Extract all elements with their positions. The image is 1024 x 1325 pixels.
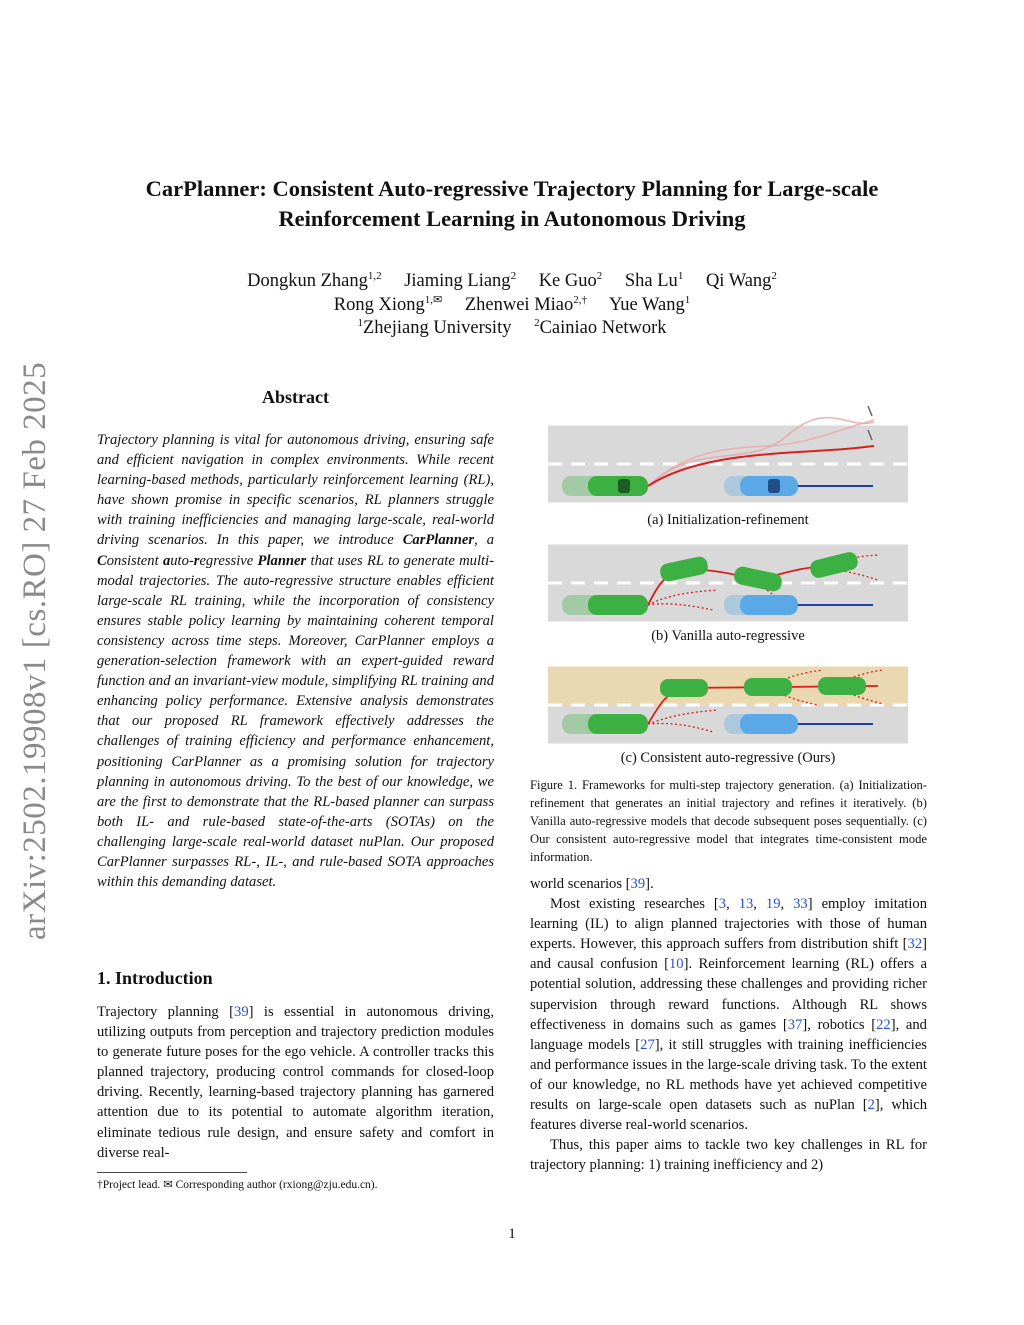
page-number: 1 bbox=[508, 1226, 516, 1242]
footnote-divider bbox=[97, 1172, 247, 1173]
section-heading-introduction: 1. Introduction bbox=[97, 968, 213, 988]
paragraph: Most existing researches [3, 13, 19, 33] employ imitation learning (IL) to align planned trajectories with those of human experts. However, this approach suffers from distribution shift [32] and causal confusion [10]. Reinforcement learning (RL) offers a potential solution, addressing these challenges and providing richer supervision through reward functions. Although RL shows effectiveness in domains such as games [37], robotics [22], and language models [27], it still struggles with training inefficiencies and performance issues in the large-scale driving task. To the extent of our knowledge, no RL methods have yet achieved competitive results on large-scale open datasets such as nuPlan [2], which features diverse real-world scenarios. bbox=[530, 896, 928, 1134]
author: Rong Xiong$^{1,✉}$ bbox=[333, 293, 443, 315]
author: Sha Lu$^1$ bbox=[624, 270, 684, 291]
panel-b-diagram bbox=[548, 543, 908, 623]
citation-link[interactable]: 32 bbox=[907, 936, 923, 953]
other-car-icon bbox=[724, 595, 798, 615]
paragraph: Thus, this paper aims to tackle two key challenges in RL for trajectory planning: 1) training inefficiency and 2) bbox=[530, 1137, 927, 1174]
affiliation: $^1$Zhejiang University bbox=[357, 317, 512, 338]
affiliation-line bbox=[150, 317, 874, 341]
citation-link[interactable]: 33 bbox=[793, 896, 808, 913]
citation-link[interactable]: 37 bbox=[787, 1016, 803, 1033]
intro-paragraph: Trajectory planning [39] is essential in autonomous driving, utilizing outputs from perception and trajectory prediction modules to generate future poses for the ego vehicle. A controller tracks this planned trajectory, producing control commands for closed-loop driving. Recently, learning-based trajectory planning has garnered attention due to its potential to automate algorithm iteration, eliminate tedious rule design, and ensure safety and comfort in diverse real- bbox=[97, 1004, 494, 1161]
abstract-heading: Abstract bbox=[262, 387, 329, 407]
ego-car-icon bbox=[562, 476, 648, 496]
author-block bbox=[150, 270, 874, 341]
figure-caption: Figure 1. Frameworks for multi-step trajectory generation. (a) Initialization-refinement that generates an initial trajectory and refines it iteratively. (b) Vanilla auto-regressive models that decode subsequent poses sequentially. (c) Our consistent auto-regressive model that integrates time-consistent mode information. bbox=[530, 778, 927, 864]
affiliation: $^2$Cainiao Network bbox=[534, 317, 667, 338]
author-line-1 bbox=[150, 270, 874, 294]
citation-link[interactable]: 39 bbox=[234, 1004, 249, 1020]
ego-car-icon bbox=[562, 714, 648, 734]
footnote: †Project lead. ✉ Corresponding author (rxiong@zju.edu.cn). bbox=[97, 1179, 378, 1191]
other-car-icon bbox=[724, 476, 798, 496]
right-column-text bbox=[530, 874, 927, 1175]
ego-car-icon bbox=[562, 595, 648, 615]
other-car-icon bbox=[724, 714, 798, 734]
author-line-2 bbox=[150, 294, 874, 318]
paper-title bbox=[90, 174, 934, 234]
arxiv-identifier: arXiv:2502.19908v1 [cs.RO] 27 Feb 2025 bbox=[17, 361, 53, 940]
panel-a-label: (a) Initialization-refinement bbox=[647, 512, 809, 528]
author: Jiaming Liang$^2$ bbox=[404, 270, 517, 291]
author: Zhenwei Miao$^{2,\dagger}$ bbox=[464, 293, 587, 315]
paragraph: world scenarios [39]. bbox=[530, 876, 654, 892]
title-line-2: Reinforcement Learning in Autonomous Driving bbox=[278, 206, 746, 231]
citation-link[interactable]: 2 bbox=[867, 1097, 875, 1114]
author: Yue Wang$^1$ bbox=[608, 293, 691, 315]
citation-link[interactable]: 22 bbox=[876, 1016, 891, 1033]
citation-link[interactable]: 3 bbox=[718, 896, 727, 913]
panel-c-label: (c) Consistent auto-regressive (Ours) bbox=[620, 750, 836, 766]
panel-b-label: (b) Vanilla auto-regressive bbox=[651, 628, 805, 644]
citation-link[interactable]: 13 bbox=[738, 896, 754, 913]
author: Ke Guo$^2$ bbox=[538, 270, 603, 291]
title-line-1: CarPlanner: Consistent Auto-regressive Trajectory Planning for Large-scale bbox=[145, 176, 879, 201]
author: Qi Wang$^2$ bbox=[705, 270, 777, 291]
abstract-text: Trajectory planning is vital for autonomous driving, ensuring safe and efficient navigation in complex environments. While recent learning-based methods, particularly reinforcement learning (RL), have shown promise in specific scenarios, RL planners struggle with training inefficiencies and managing large-scale, real-world driving scenarios. In this paper, we introduce CarPlanner, a Consistent auto-regressive Planner that uses RL to generate multi-modal trajectories. The auto-regressive structure enables efficient large-scale RL training, while the incorporation of consistency ensures stable policy learning by maintaining coherent temporal consistency across time steps. Moreover, CarPlanner employs a generation-selection framework with an expert-guided reward function and an invariant-view module, simplifying RL training and enhancing policy performance. Extensive analysis demonstrates that our proposed RL framework effectively addresses the challenges of training efficiency and performance enhancement, positioning CarPlanner as a promising solution for trajectory planning in autonomous driving. To the best of our knowledge, we are the first to demonstrate that the RL-based planner can surpass both IL- and rule-based state-of-the-arts (SOTAs) on the challenging large-scale real-world dataset nuPlan. Our proposed CarPlanner surpasses RL-, IL-, and rule-based SOTA approaches within this demanding dataset. bbox=[97, 432, 495, 891]
future-ego-car-icon bbox=[660, 677, 866, 697]
author: Dongkun Zhang$^{1,2}$ bbox=[247, 270, 382, 291]
citation-link[interactable]: 27 bbox=[640, 1036, 655, 1053]
panel-a-diagram bbox=[548, 406, 908, 504]
panel-c-diagram bbox=[548, 665, 908, 745]
citation-link[interactable]: 10 bbox=[669, 956, 684, 973]
citation-link[interactable]: 39 bbox=[630, 876, 646, 892]
citation-link[interactable]: 19 bbox=[765, 896, 781, 913]
figure-1 bbox=[548, 400, 908, 770]
